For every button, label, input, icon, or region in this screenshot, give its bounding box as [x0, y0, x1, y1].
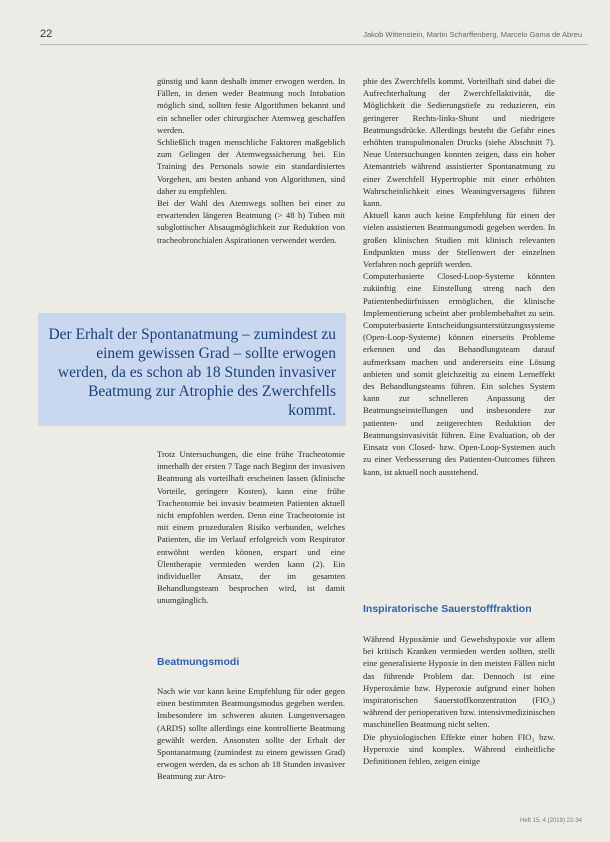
right-column-top: [363, 75, 555, 478]
header-rule: [40, 44, 588, 45]
paragraph: Während Hypoxämie und Gewebshypoxie vor allem bei kritisch Kranken vermieden werden sollten, stellt eine generalisierte Hypoxie in den meisten Fällen nicht das führende Problem dar. Dennoch ist eine Hyperoxämie bzw. Hyperoxie aufgrund einer hohen inspiratorischen Sauerstoffkonzentration (FIO₂) während der perioperativen bzw. intensivmedizinischen maschinellen Beatmung nicht selten.: [363, 634, 555, 730]
paragraph: Aktuell kann auch keine Empfehlung für einen der vielen assistierten Beatmungsmodi gegeben werden. In großen klinischen Studien mit klinisch relevanten Endpunkten muss der Stellenwert der einzelnen Verfahren noch geprüft werden.: [363, 210, 555, 270]
left-column-top: [157, 75, 345, 246]
left-column-beatmungsmodi: [157, 685, 345, 783]
paragraph: Bei der Wahl des Atemwegs sollten bei einer zu erwartenden längeren Beatmung (> 48 h) Tuben mit subglottischer Absaugmöglichkeit zur Reduktion von tracheobronchialen Aspirationen verwendet werden.: [157, 198, 345, 245]
section-heading-beatmungsmodi: Beatmungsmodi: [157, 656, 240, 668]
paragraph: phie des Zwerchfells kommt. Vorteilhaft sind dabei die Aufrechterhaltung der Zwerchfellaktivität, die Möglichkeit die Sedierungstiefe zu reduzieren, ein geringerer Rechts-links-Shunt und niedrigere Beatmungsdrücke. Allerdings besteht die Gefahr eines erhöhten transpulmonalen Drucks (siehe Abschnitt 7). Neue Untersuchungen konnten zeigen, dass ein hoher Atemantrieb während assistierter Spontanatmung zu einer Zwerchfell Hypertrophie mit einer erhöhten Wahrscheinlichkeit eines Weaningversagens führen kann.: [363, 76, 555, 209]
paragraph: Schließlich tragen menschliche Faktoren maßgeblich zum Gelingen der Atemwegssicherung bei. Ein Training des Personals sowie ein standardisiertes Vorgehen, am besten anhand von Algorithmen, sind daher zu empfehlen.: [157, 137, 345, 196]
section-heading-sauerstofffraktion: Inspiratorische Sauerstofffraktion: [363, 603, 532, 615]
page-number: 22: [40, 28, 53, 40]
right-column-sauerstofffraktion: [363, 633, 555, 767]
paragraph: Trotz Untersuchungen, die eine frühe Tracheotomie innerhalb der ersten 7 Tage nach Beginn der invasiven Beatmung als vorteilhaft erscheinen lassen (klinische Vorteile, geringere Kosten), kann eine frühe Tracheotomie bei invasiv beatmeten Patienten aktuell nicht empfohlen werden. Denn eine Tracheotomie ist mit einem prozeduralen Risiko verbunden, welches Patienten, die im Verlauf erfolgreich vom Respirator entwöhnt werden können, erspart und eine Ülentherapie vermieden werden kann (2). Ein individueller Ansatz, der im gesamten Behandlungsteam besprochen wird, ist damit unumgänglich.: [157, 449, 345, 606]
running-header: Jakob Wittenstein, Martin Scharffenberg, Marcelo Gama de Abreu: [363, 30, 582, 39]
paragraph: Die physiologischen Effekte einer hohen FIO₂ bzw. Hyperoxie sind komplex. Während einheitliche Definitionen fehlen, zeigen einige: [363, 731, 555, 767]
left-column-bottom: [157, 448, 345, 607]
paragraph: Computerbasierte Closed-Loop-Systeme könnten zukünftig eine Einstellung streng nach den Patientenbedürfnissen ermöglichen, die klinische Implementierung scheint aber problembehaftet zu sein. Computerbasierte Entscheidungsunterstützungssysteme (Open-Loop-Systeme) können einerseits Probleme erkennen und das Behandlungsteam darauf aufmerksam machen und andererseits eine Lösung anbieten und somit gleichzeitig zu einem Lerneffekt des Behandlungsteams führen. Ein solches System kann zur schnelleren Anpassung der Beatmungseinstellungen und insbesondere zur patienten- und zeitgerechten Reduktion der Beatmungsinvasivität führen. Eine Evaluation, ob der Einsatz von Closed- bzw. Open-Loop-Systemen auch zu einer Verbesserung des Patienten-Outcomes führen kann, ist aktuell noch ausstehend.: [363, 271, 555, 477]
page-footer: Heft 15, 4 (2019) 22-34: [519, 818, 582, 824]
paragraph: Nach wie vor kann keine Empfehlung für oder gegen einen bestimmten Beatmungsmodus gegeben werden. Insbesondere im schweren akuten Lungenversagen (ARDS) sollte allerdings eine kontrollierte Beatmung gewählt werden. Ansonsten sollte der Erhalt der Spontanatmung (zumindest zu einem gewissen Grad) erwogen werden, da es schon ab 18 Stunden invasiver Beatmung zur Atro-: [157, 686, 345, 782]
paragraph: günstig und kann deshalb immer erwogen werden. In Fällen, in denen weder Beatmung noch Intubation möglich sind, sollten feste Algorithmen bekannt und ein schneller oder chirurgischer Atemweg geschaffen werden.: [157, 76, 345, 135]
pull-quote-box: [38, 313, 346, 426]
pull-quote: Der Erhalt der Spontanatmung – zumindest zu einem gewissen Grad – sollte erwogen werden, da es schon ab 18 Stunden invasiver Beatmung zur Atrophie des Zwerchfells kommt.: [48, 326, 336, 419]
